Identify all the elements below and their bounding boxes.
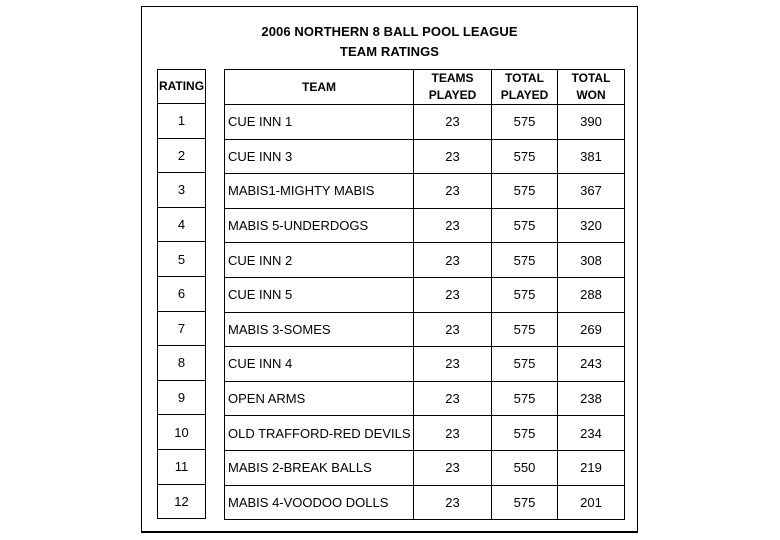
total-played-header-line1: TOTAL [505, 71, 544, 85]
table-row [225, 277, 625, 312]
total-won-cell: 308 [558, 243, 625, 278]
table-row [225, 208, 625, 243]
teams-played-cell: 23 [414, 347, 492, 382]
table-row [225, 312, 625, 347]
rating-cell: 7 [158, 311, 206, 346]
teams-played-cell: 23 [414, 174, 492, 209]
rating-header-row [158, 70, 206, 104]
teams-played-cell: 23 [414, 450, 492, 485]
total-played-cell: 575 [492, 277, 558, 312]
total-played-cell: 575 [492, 347, 558, 382]
total-won-cell: 243 [558, 347, 625, 382]
rating-cell: 4 [158, 207, 206, 242]
team-name-cell: CUE INN 1 [225, 105, 414, 140]
total-played-cell: 575 [492, 208, 558, 243]
rating-cell: 6 [158, 276, 206, 311]
table-row [225, 450, 625, 485]
total-won-header-line2: WON [576, 88, 606, 102]
total-won-cell: 201 [558, 485, 625, 520]
rating-row [158, 138, 206, 173]
team-name-cell: CUE INN 5 [225, 277, 414, 312]
rating-row [158, 311, 206, 346]
teams-played-cell: 23 [414, 416, 492, 451]
total-played-column-header [492, 70, 558, 105]
rating-table-body [158, 104, 206, 519]
total-played-cell: 575 [492, 312, 558, 347]
rating-row [158, 173, 206, 208]
total-played-cell: 550 [492, 450, 558, 485]
table-row [225, 243, 625, 278]
rating-cell: 9 [158, 380, 206, 415]
teams-played-cell: 23 [414, 381, 492, 416]
total-won-cell: 381 [558, 139, 625, 174]
teams-played-cell: 23 [414, 243, 492, 278]
rating-row [158, 415, 206, 450]
total-won-cell: 367 [558, 174, 625, 209]
teams-played-cell: 23 [414, 139, 492, 174]
teams-played-header-line1: TEAMS [431, 71, 474, 85]
teams-played-cell: 23 [414, 277, 492, 312]
total-won-cell: 238 [558, 381, 625, 416]
rating-cell: 8 [158, 346, 206, 381]
teams-played-cell: 23 [414, 485, 492, 520]
rating-row [158, 346, 206, 381]
total-played-cell: 575 [492, 174, 558, 209]
table-row [225, 105, 625, 140]
team-name-cell: CUE INN 4 [225, 347, 414, 382]
table-row [225, 174, 625, 209]
rating-row [158, 207, 206, 242]
total-won-cell: 219 [558, 450, 625, 485]
total-won-cell: 320 [558, 208, 625, 243]
document-subtitle: TEAM RATINGS [339, 44, 440, 59]
teams-played-cell: 23 [414, 312, 492, 347]
total-won-cell: 390 [558, 105, 625, 140]
rating-row [158, 380, 206, 415]
rating-row [158, 276, 206, 311]
rating-cell: 3 [158, 173, 206, 208]
rating-cell: 2 [158, 138, 206, 173]
team-column-header: TEAM [225, 70, 414, 105]
team-name-cell: MABIS 2-BREAK BALLS [225, 450, 414, 485]
rating-row [158, 104, 206, 139]
table-row [225, 381, 625, 416]
team-name-cell: CUE INN 2 [225, 243, 414, 278]
teams-played-cell: 23 [414, 208, 492, 243]
table-row [225, 139, 625, 174]
rating-column-header: RATING [158, 70, 206, 104]
total-played-cell: 575 [492, 485, 558, 520]
total-won-cell: 269 [558, 312, 625, 347]
total-played-cell: 575 [492, 139, 558, 174]
teams-played-cell: 23 [414, 105, 492, 140]
total-won-cell: 234 [558, 416, 625, 451]
team-name-cell: MABIS 5-UNDERDOGS [225, 208, 414, 243]
rating-cell: 12 [158, 484, 206, 519]
rating-cell: 10 [158, 415, 206, 450]
total-played-cell: 575 [492, 381, 558, 416]
team-name-cell: MABIS 3-SOMES [225, 312, 414, 347]
table-row [225, 416, 625, 451]
total-played-cell: 575 [492, 105, 558, 140]
total-played-header-line2: PLAYED [500, 88, 549, 102]
rating-table [157, 69, 206, 519]
total-won-header-line1: TOTAL [571, 71, 611, 85]
team-stats-table [224, 69, 625, 520]
team-table-body [225, 105, 625, 520]
team-header-row [225, 70, 625, 105]
teams-played-header-line2: PLAYED [428, 88, 477, 102]
table-row [225, 485, 625, 520]
team-name-cell: OLD TRAFFORD-RED DEVILS [225, 416, 414, 451]
rating-row [158, 484, 206, 519]
rating-row [158, 449, 206, 484]
team-name-cell: OPEN ARMS [225, 381, 414, 416]
table-row [225, 347, 625, 382]
page-bottom-rule [141, 531, 638, 533]
team-name-cell: CUE INN 3 [225, 139, 414, 174]
rating-row [158, 242, 206, 277]
rating-cell: 11 [158, 449, 206, 484]
teams-played-column-header [414, 70, 492, 105]
rating-cell: 1 [158, 104, 206, 139]
team-name-cell: MABIS1-MIGHTY MABIS [225, 174, 414, 209]
document-title: 2006 NORTHERN 8 BALL POOL LEAGUE [261, 24, 518, 39]
total-played-cell: 575 [492, 243, 558, 278]
total-won-cell: 288 [558, 277, 625, 312]
total-played-cell: 575 [492, 416, 558, 451]
rating-cell: 5 [158, 242, 206, 277]
team-name-cell: MABIS 4-VOODOO DOLLS [225, 485, 414, 520]
total-won-column-header [558, 70, 625, 105]
